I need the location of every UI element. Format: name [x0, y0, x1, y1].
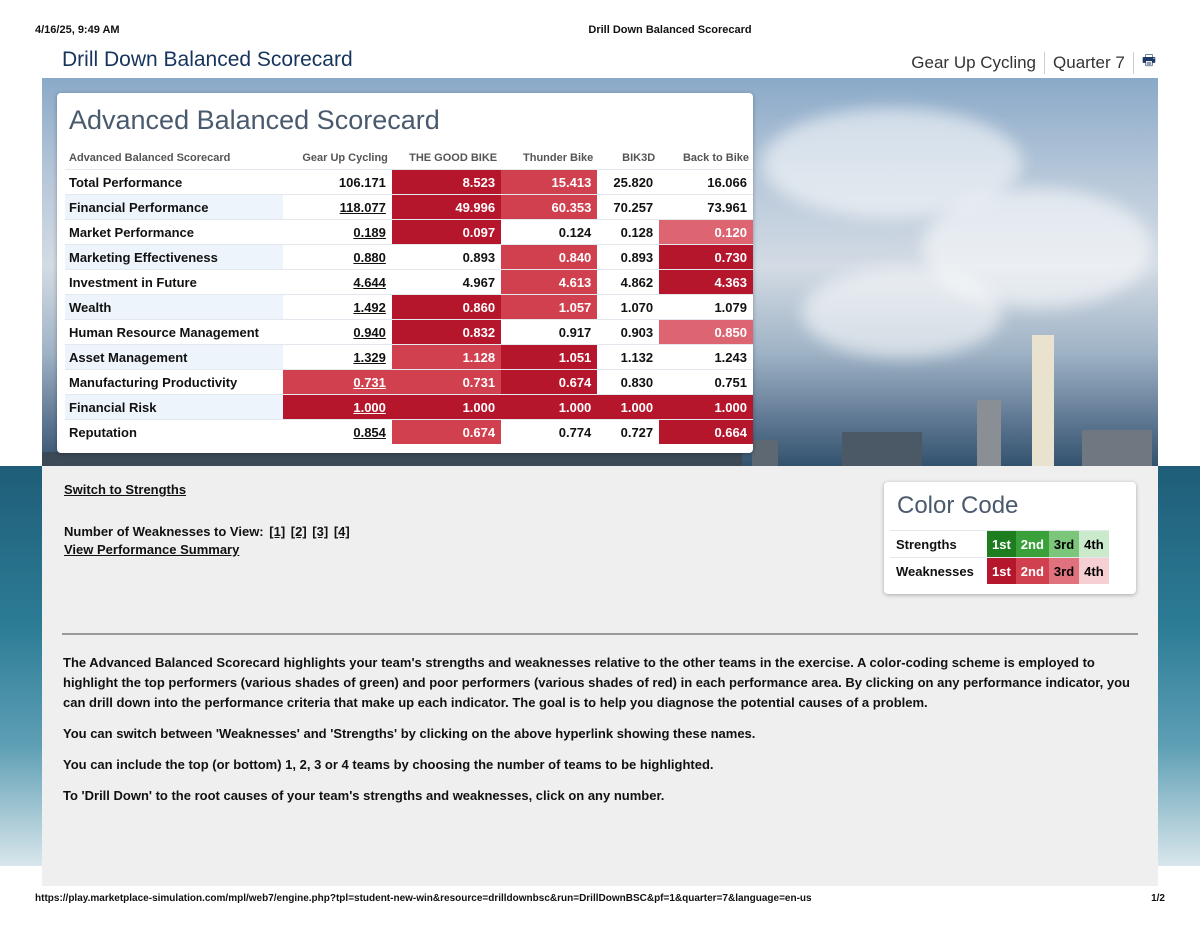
table-row — [65, 195, 753, 220]
strength-rank-3: 3rd — [1049, 531, 1079, 558]
column-header: THE GOOD BIKE — [409, 152, 498, 164]
divider — [1044, 52, 1045, 74]
app-header — [0, 40, 1200, 80]
score-cell[interactable]: 0.830 — [597, 370, 659, 395]
weakness-rank-4: 4th — [1079, 558, 1109, 585]
score-cell[interactable]: 0.893 — [392, 245, 501, 270]
strengths-row — [890, 531, 1109, 558]
score-cell[interactable]: 106.171 — [283, 170, 392, 195]
print-doc-title: Drill Down Balanced Scorecard — [588, 24, 752, 36]
count-option-4[interactable]: [4] — [333, 524, 350, 539]
strengths-label: Strengths — [890, 531, 987, 558]
page-title: Drill Down Balanced Scorecard — [62, 48, 353, 71]
switch-prefix: Switch to — [64, 482, 126, 497]
score-cell[interactable]: 0.189 — [283, 220, 392, 245]
weaknesses-label: Weaknesses — [890, 558, 987, 585]
table-row — [65, 170, 753, 195]
score-cell[interactable]: 0.731 — [283, 370, 392, 395]
score-cell[interactable]: 4.862 — [597, 270, 659, 295]
column-header: BIK3D — [622, 152, 656, 164]
count-label: Number of Weaknesses to View: — [64, 524, 264, 539]
score-cell[interactable]: 1.329 — [283, 345, 392, 370]
table-row — [65, 295, 753, 320]
color-code-table — [890, 530, 1109, 584]
team-name: Gear Up Cycling — [911, 52, 1037, 72]
description-paragraph: You can include the top (or bottom) 1, 2, 3 or 4 teams by choosing the number of teams to be highlighted. — [63, 757, 714, 772]
score-cell[interactable]: 0.840 — [501, 245, 597, 270]
score-cell[interactable]: 1.000 — [283, 395, 392, 420]
building — [842, 432, 922, 470]
weakness-rank-1: 1st — [987, 558, 1016, 585]
print-header — [0, 0, 1200, 38]
column-header: Advanced Balanced Scorecard — [69, 152, 231, 164]
print-url: https://play.marketplace-simulation.com/mpl/web7/engine.php?tpl=student-new-win&resource=drilldownbsc&run=DrillDownBSC&pf=1&quarter=7&language=en-us — [35, 893, 812, 904]
row-label: Market Performance — [65, 220, 283, 245]
score-cell[interactable]: 0.727 — [597, 420, 659, 445]
score-cell[interactable]: 4.613 — [501, 270, 597, 295]
weaknesses-row — [890, 558, 1109, 585]
banner-edge — [1158, 466, 1200, 866]
performance-summary-link[interactable]: View Performance Summary — [64, 542, 240, 557]
building — [1082, 430, 1152, 470]
column-header: Thunder Bike — [523, 152, 594, 164]
divider — [1133, 52, 1134, 74]
score-cell[interactable]: 0.731 — [392, 370, 501, 395]
count-option-3[interactable]: [3] — [312, 524, 329, 539]
score-cell[interactable]: 0.880 — [283, 245, 392, 270]
score-cell[interactable]: 0.730 — [659, 245, 753, 270]
score-cell[interactable]: 0.674 — [501, 370, 597, 395]
table-row — [65, 270, 753, 295]
score-cell[interactable]: 0.850 — [659, 320, 753, 345]
building — [1032, 335, 1054, 470]
score-cell[interactable]: 70.257 — [597, 195, 659, 220]
score-cell[interactable]: 0.917 — [501, 320, 597, 345]
score-cell[interactable]: 0.674 — [392, 420, 501, 445]
row-label: Wealth — [65, 295, 283, 320]
quarter-label: Quarter 7 — [1053, 52, 1125, 72]
score-cell[interactable]: 4.644 — [283, 270, 392, 295]
count-option-2[interactable]: [2] — [290, 524, 307, 539]
row-label: Human Resource Management — [65, 320, 283, 345]
score-cell[interactable]: 60.353 — [501, 195, 597, 220]
banner-edge — [0, 466, 42, 866]
table-row — [65, 395, 753, 420]
color-code-title: Color Code — [897, 492, 1019, 519]
table-row — [65, 420, 753, 445]
score-cell[interactable]: 0.893 — [597, 245, 659, 270]
table-row — [65, 320, 753, 345]
description — [63, 653, 1143, 817]
score-cell[interactable]: 49.996 — [392, 195, 501, 220]
scorecard-title: Advanced Balanced Scorecard — [69, 105, 440, 135]
print-page-number: 1/2 — [1151, 893, 1165, 904]
description-paragraph: To 'Drill Down' to the root causes of your team's strengths and weaknesses, click on any number. — [63, 788, 665, 803]
section-divider — [62, 633, 1138, 635]
row-label: Asset Management — [65, 345, 283, 370]
score-cell[interactable]: 0.774 — [501, 420, 597, 445]
score-cell[interactable]: 1.492 — [283, 295, 392, 320]
score-cell[interactable]: 0.128 — [597, 220, 659, 245]
count-option-1[interactable]: [1] — [269, 524, 286, 539]
score-cell[interactable]: 4.967 — [392, 270, 501, 295]
weakness-rank-2: 2nd — [1016, 558, 1049, 585]
row-label: Manufacturing Productivity — [65, 370, 283, 395]
description-paragraph: You can switch between 'Weaknesses' and 'Strengths' by clicking on the above hyperlink showing these names. — [63, 726, 756, 741]
score-cell[interactable]: 0.860 — [392, 295, 501, 320]
score-cell[interactable]: 1.079 — [659, 295, 753, 320]
score-cell[interactable]: 1.057 — [501, 295, 597, 320]
column-header: Back to Bike — [682, 152, 749, 164]
table-row — [65, 370, 753, 395]
score-cell[interactable]: 1.000 — [501, 395, 597, 420]
score-cell[interactable]: 118.077 — [283, 195, 392, 220]
color-code-panel — [884, 482, 1136, 594]
score-cell[interactable]: 4.363 — [659, 270, 753, 295]
printer-icon[interactable]: 🖶 — [1141, 52, 1156, 69]
cloud — [802, 268, 1002, 358]
switch-mode-link[interactable] — [64, 482, 186, 497]
scorecard-table — [65, 147, 753, 444]
score-cell[interactable]: 0.751 — [659, 370, 753, 395]
score-cell[interactable]: 1.000 — [597, 395, 659, 420]
building — [977, 400, 1001, 470]
score-cell[interactable]: 1.128 — [392, 345, 501, 370]
score-cell[interactable]: 0.832 — [392, 320, 501, 345]
strength-rank-4: 4th — [1079, 531, 1109, 558]
strength-rank-1: 1st — [987, 531, 1016, 558]
description-paragraph: The Advanced Balanced Scorecard highlights your team's strengths and weaknesses relative to the other teams in the exercise. A color-coding scheme is employed to highlight the top performers (various shades of green) and poor performers (various shades of red) in each performance area. By clicking on any performance indicator, you can drill down into the performance criteria that make up each indicator. The goal is to help you diagnose the potential causes of a problem. — [63, 655, 1130, 710]
strength-rank-2: 2nd — [1016, 531, 1049, 558]
header-meta — [911, 50, 1156, 75]
table-row — [65, 245, 753, 270]
score-cell[interactable]: 0.120 — [659, 220, 753, 245]
column-header: Gear Up Cycling — [302, 152, 388, 164]
score-cell[interactable]: 1.000 — [392, 395, 501, 420]
print-date: 4/16/25, 9:49 AM — [35, 24, 120, 36]
score-cell[interactable]: 0.097 — [392, 220, 501, 245]
score-cell[interactable]: 0.903 — [597, 320, 659, 345]
row-label: Investment in Future — [65, 270, 283, 295]
row-label: Financial Risk — [65, 395, 283, 420]
score-cell[interactable]: 1.132 — [597, 345, 659, 370]
score-cell[interactable]: 0.124 — [501, 220, 597, 245]
score-cell[interactable]: 25.820 — [597, 170, 659, 195]
score-cell[interactable]: 1.051 — [501, 345, 597, 370]
score-cell[interactable]: 8.523 — [392, 170, 501, 195]
row-label: Reputation — [65, 420, 283, 445]
table-header-row — [65, 147, 753, 170]
score-cell[interactable]: 1.000 — [659, 395, 753, 420]
weakness-rank-3: 3rd — [1049, 558, 1079, 585]
weakness-count-selector — [64, 524, 350, 539]
score-cell[interactable]: 0.854 — [283, 420, 392, 445]
score-cell[interactable]: 0.664 — [659, 420, 753, 445]
scorecard-panel — [57, 93, 753, 453]
switch-target: Strengths — [125, 482, 187, 497]
score-cell[interactable]: 1.070 — [597, 295, 659, 320]
row-label: Financial Performance — [65, 195, 283, 220]
table-row — [65, 220, 753, 245]
score-cell[interactable]: 15.413 — [501, 170, 597, 195]
table-row — [65, 345, 753, 370]
score-cell[interactable]: 16.066 — [659, 170, 753, 195]
row-label: Total Performance — [65, 170, 283, 195]
row-label: Marketing Effectiveness — [65, 245, 283, 270]
score-cell[interactable]: 1.243 — [659, 345, 753, 370]
score-cell[interactable]: 0.940 — [283, 320, 392, 345]
score-cell[interactable]: 73.961 — [659, 195, 753, 220]
